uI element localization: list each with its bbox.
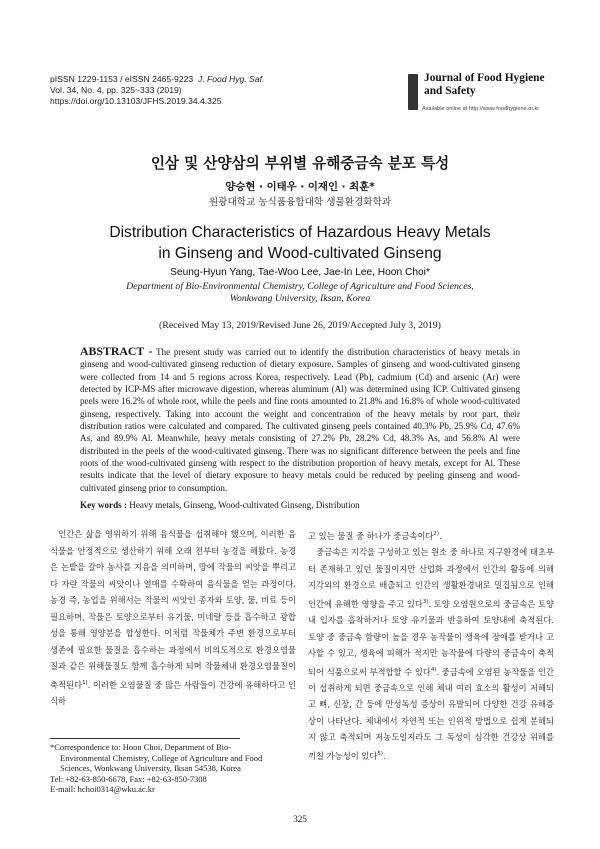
journal-name: Journal of Food Hygiene and Safety bbox=[424, 72, 545, 97]
citation-ref: 5) bbox=[377, 750, 383, 757]
journal-available-online[interactable]: Available online at http://www.foodhygiene.or.kr bbox=[422, 106, 540, 112]
english-title: Distribution Characteristics of Hazardous Heavy Metals in Ginseng and Wood-cultivated Ginseng bbox=[109, 224, 491, 262]
body-column-right: 고 있는 물질 중 하나가 중금속이다$^{2)}$. 중금속은 지각을 구성하고 있는 원소 중 하나로 지구환경에 태초부터 존재하고 있던 물질이지만 산업화 과정에서 인간의 활동에 의해 지각외의 환경으로 배출되고 인간의 생활환경내로 밀집됨으로 인해 인간에 유해한 영향을 주고 있다$^{3)}$. 토양 오염원으로의 중금속은 토양 내 입자를 흡착하거나 토양 유기물과 반응하여 토양내에 축적된다. 토양 중 중금속 함량이 높을 경우 농작물이 생육에 장애를 받거나 고사할 수 있고, 생육에 피해가 적지만 농작물에 다량의 중금속이 축적되어 식품으로써 부적합할 수 있다$^{4)}$. 중금속에 오염된 농작물을 인간이 섭취하게 되면 중금속으로 인해 체내 여러 효소의 활성이 저해되고 뼈, 신장, 간 등에 만성독성 증상이 유발되어 다양한 건강 유해증상이 나타난다. 체내에서 자연적 또는 인위적 방법으로 쉽게 분해되지 않고 축적되며 저농도일지라도 그 독성이 심각한 건강상 위해를 끼칠 가능성이 있다$^{5)}$. bbox=[308, 530, 554, 761]
english-affiliation: Department of Bio-Environmental Chemistry, College of Agriculture and Food Sciences, Wonkwang University, Iksan, Korea bbox=[126, 281, 474, 305]
journal-emblem-icon bbox=[408, 74, 418, 110]
volume: Vol. 34, No. 4, pp. 325~333 (2019) bbox=[50, 85, 182, 96]
citation-ref: 1) bbox=[82, 679, 88, 686]
correspondence-footnote: *Correspondence to: Hoon Choi, Department of Bio- Environmental Chemistry, College of Agriculture and Food Sciences, Wonkwang University, Iksan 54538, Korea Tel: +82-63-850-6678, Fax: +82-63-850-7308 E-mail: hchoi0314@wku.ac.kr bbox=[50, 742, 300, 795]
korean-title: 인삼 및 산양삼의 부위별 유해중금속 분포 특성 bbox=[150, 155, 450, 172]
abstract bbox=[80, 345, 520, 494]
citation-ref: 4) bbox=[430, 666, 437, 673]
abstract-text: The present study was carried out to identify the distribution characteristics of heavy metals in ginseng and wood-cultivated ginseng reduction of dietary exposure. Samples of ginseng and wood-cultivated ginseng were collected from 14 and 5 regions across Korea, respectively. Lead (Pb), cadmium (Cd) and arsenic (Ar) were detected by ICP-MS after microwave digestion, whereas aluminum (Al) was determined using ICP. Cultivated ginseng peels were 16.2% of whole root, while the peels and fine roots amounted to 21.8% and 16.8% of whole wood-cultivated ginseng, respectively. Taking into account the weight and concentration of the heavy metals by root part, their distribution ratios were calculated and compared. The cultivated ginseng peels contained 40.3% Pb, 25.9% Cd, 47.6% As, and 89.9% Al. Meanwhile, heavy metals consisting of 27.2% Pb, 28.2% Cd, 48.3% As, and 56.8% Al were distributed in the peels of the wood-cultivated ginseng. There was no significant difference between the peels and fine roots of the wood-cultivated ginseng with respect to the distribution proportion of heavy metals, except for Al. These results indicate that the level of dietary exposure to heavy metals could be reduced by peeling ginseng and wood-cultivated ginseng prior to consumption. bbox=[80, 347, 520, 493]
english-authors: Seung-Hyun Yang, Tae-Woo Lee, Jae-In Lee, Hoon Choi* bbox=[170, 267, 430, 278]
email-link[interactable]: E-mail: hchoi0314@wku.ac.kr bbox=[50, 784, 155, 795]
footnote-rule bbox=[50, 738, 240, 739]
issn: pISSN 1229-1153 / eISSN 2465-9223 bbox=[50, 74, 194, 84]
article-meta bbox=[50, 74, 264, 108]
citation-ref: 2) bbox=[433, 531, 439, 537]
doi-link[interactable]: https://doi.org/10.13103/JFHS.2019.34.4.325 bbox=[50, 96, 222, 107]
keywords bbox=[80, 500, 520, 510]
citation-ref: 3) bbox=[422, 598, 429, 605]
journal-abbrev: J. Food Hyg. Saf. bbox=[197, 74, 265, 84]
korean-affiliation: 원광대학교 농식품융합대학 생물환경화학과 bbox=[208, 197, 392, 208]
abstract-label: ABSTRACT - bbox=[80, 344, 153, 358]
received-dates: (Received May 13, 2019/Revised June 26, 2019/Accepted July 3, 2019) bbox=[159, 320, 441, 331]
keywords-text: Heavy metals, Ginseng, Wood-cultivated Ginseng, Distribution bbox=[126, 500, 360, 510]
keywords-label: Key words : bbox=[80, 500, 127, 510]
korean-authors: 양승현 · 이태우 · 이재인 · 최훈* bbox=[225, 181, 375, 193]
body-column-left: 인간은 삶을 영위하기 위해 음식물을 섭취해야 했으며, 이러한 음식물을 안정적으로 생산하기 위해 오래 전부터 농경을 해왔다. 농경은 논밭을 갈아 농사를 지음을 의미하며, 땅에 작물의 씨앗을 뿌리고 다 자란 작물의 씨앗이나 열매를 수확하여 음식물을 얻는 과정이다. 농경 즉, 농업을 위해서는 작물의 씨앗인 종자와 토양, 물, 비료 등이 필요하며, 작물은 토양으로부터 유기물, 미네랄 등을 흡수하고 광합성을 통해 영양분을 합성한다. 이처럼 작물체가 주변 환경으로부터 생존에 필요한 물질을 흡수하는 과정에서 비의도적으로 환경오염물질과 같은 위해물질도 함께 흡수하게 되며 작물체내 환경오염물질이 축적된다$^{1)}$. 이러한 오염물질 중 많은 사람들이 건강에 유해하다고 인식하 bbox=[50, 529, 296, 706]
page-number: 325 bbox=[293, 814, 307, 824]
